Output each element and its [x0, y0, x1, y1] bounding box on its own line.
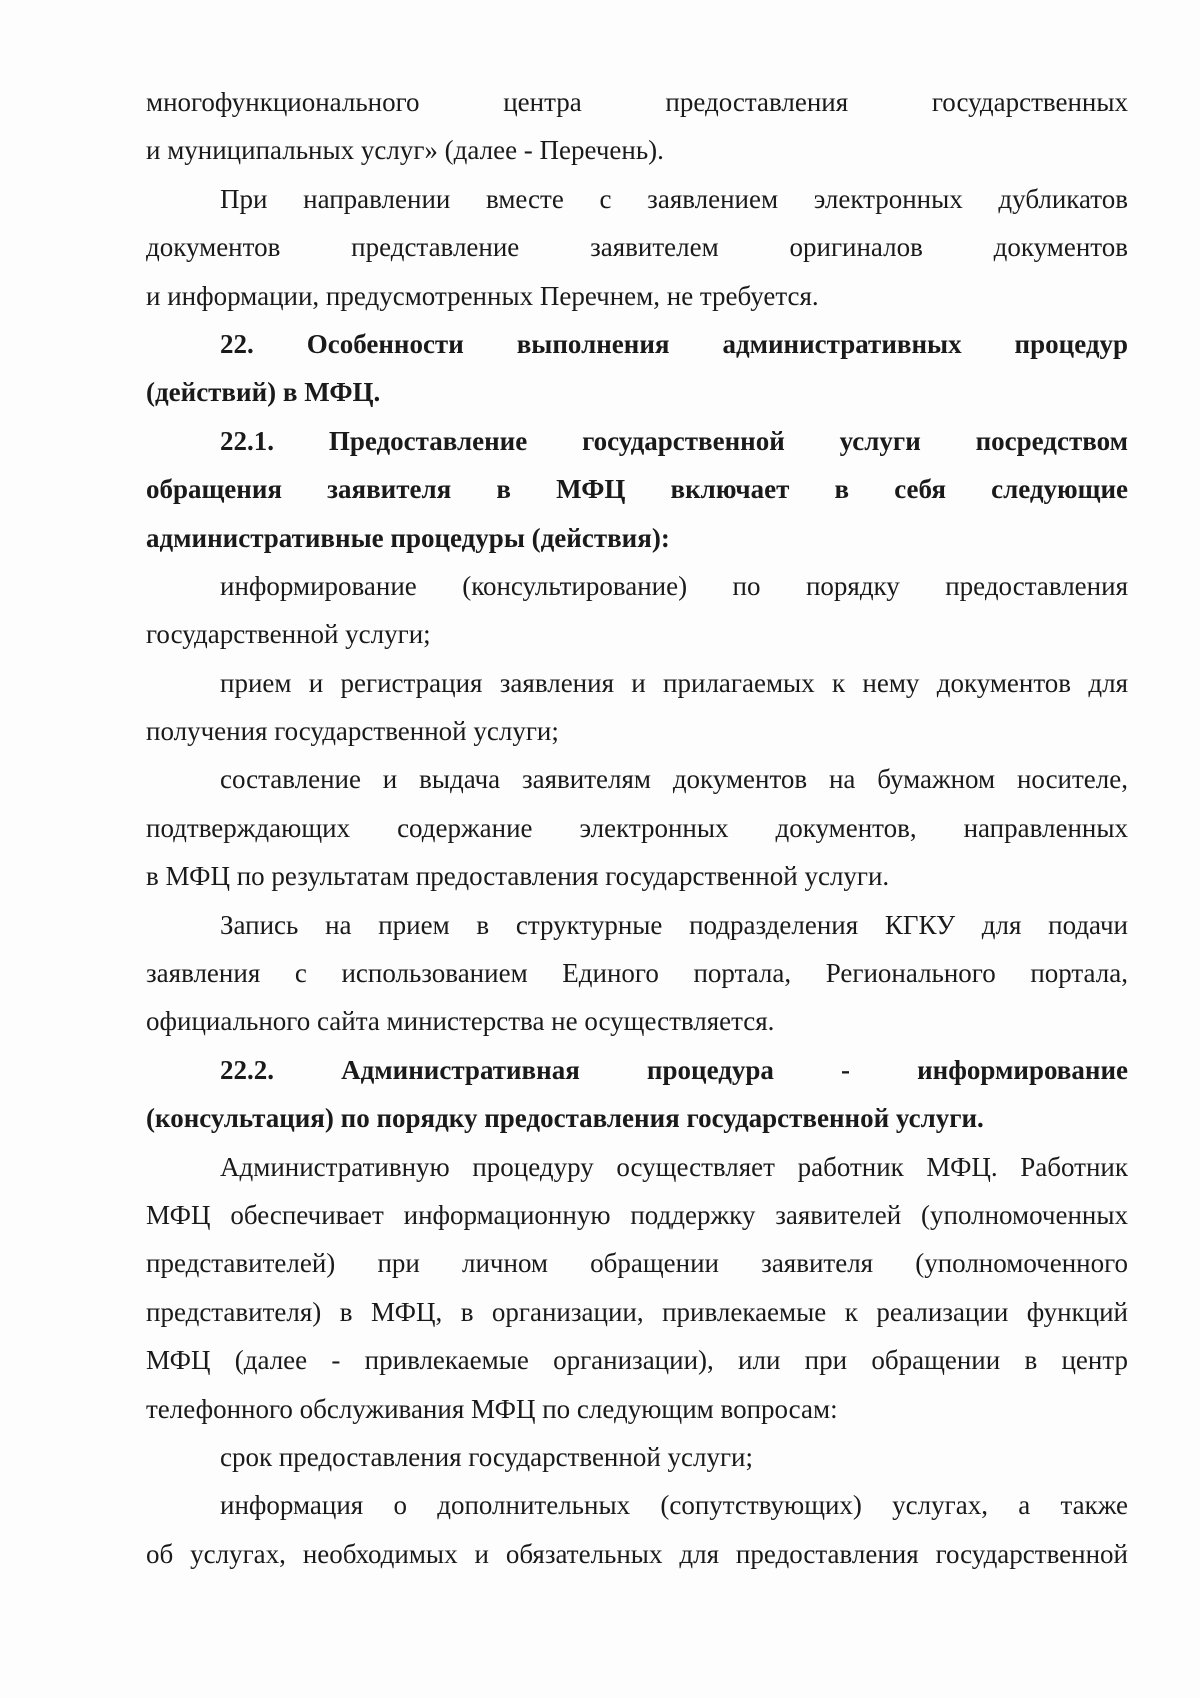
paragraph-line: составление и выдача заявителям документов на бумажном носителе, [220, 764, 1128, 795]
paragraph-line: МФЦ обеспечивает информационную поддержку заявителей (уполномоченных [146, 1199, 1128, 1230]
paragraph-line: срок предоставления государственной услуги; [220, 1441, 754, 1472]
paragraph-line: многофункционального центра предоставления государственных [146, 87, 1128, 117]
heading-line: 22.1. Предоставление государственной услуги посредством [220, 425, 1128, 456]
paragraph-line: Запись на прием в структурные подразделения КГКУ для подачи [220, 909, 1128, 940]
heading-line: (действий) в МФЦ. [146, 377, 381, 408]
paragraph-line: и информации, предусмотренных Перечнем, не требуется. [146, 280, 819, 311]
paragraph-line: и муниципальных услуг» (далее - Перечень). [146, 135, 664, 166]
paragraph-line: информирование (консультирование) по порядку предоставления [220, 570, 1128, 601]
heading-line: 22. Особенности выполнения административных процедур [220, 328, 1128, 359]
paragraph-line: телефонного обслуживания МФЦ по следующим вопросам: [146, 1393, 838, 1424]
paragraph-line: представителей) при личном обращении заявителя (уполномоченного [146, 1248, 1128, 1279]
paragraph-line: Административную процедуру осуществляет работник МФЦ. Работник [220, 1151, 1128, 1182]
paragraph-line: получения государственной услуги; [146, 716, 559, 747]
paragraph-line: прием и регистрация заявления и прилагаемых к нему документов для [220, 667, 1128, 698]
paragraph-line: документов представление заявителем оригиналов документов [146, 232, 1128, 263]
heading-line: административные процедуры (действия): [146, 522, 670, 553]
paragraph-line: информация о дополнительных (сопутствующих) услугах, а также [220, 1490, 1128, 1521]
paragraph-line: официального сайта министерства не осуществляется. [146, 1006, 775, 1037]
heading-line: 22.2. Административная процедура - информирование [220, 1054, 1128, 1085]
heading-line: (консультация) по порядку предоставления государственной услуги. [146, 1103, 984, 1134]
paragraph-line: заявления с использованием Единого портала, Регионального портала, [146, 958, 1128, 989]
heading-line: обращения заявителя в МФЦ включает в себя следующие [146, 474, 1128, 505]
paragraph-line: представителя) в МФЦ, в организации, привлекаемые к реализации функций [146, 1296, 1128, 1327]
paragraph-line: об услугах, необходимых и обязательных для предоставления государственной [146, 1538, 1128, 1569]
paragraph-line: МФЦ (далее - привлекаемые организации), или при обращении в центр [146, 1345, 1128, 1376]
paragraph-line: При направлении вместе с заявлением электронных дубликатов [220, 183, 1128, 214]
document-body [146, 78, 1128, 1578]
paragraph-line: государственной услуги; [146, 619, 431, 650]
paragraph-line: в МФЦ по результатам предоставления государственной услуги. [146, 861, 890, 892]
paragraph-line: подтверждающих содержание электронных документов, направленных [146, 812, 1128, 843]
